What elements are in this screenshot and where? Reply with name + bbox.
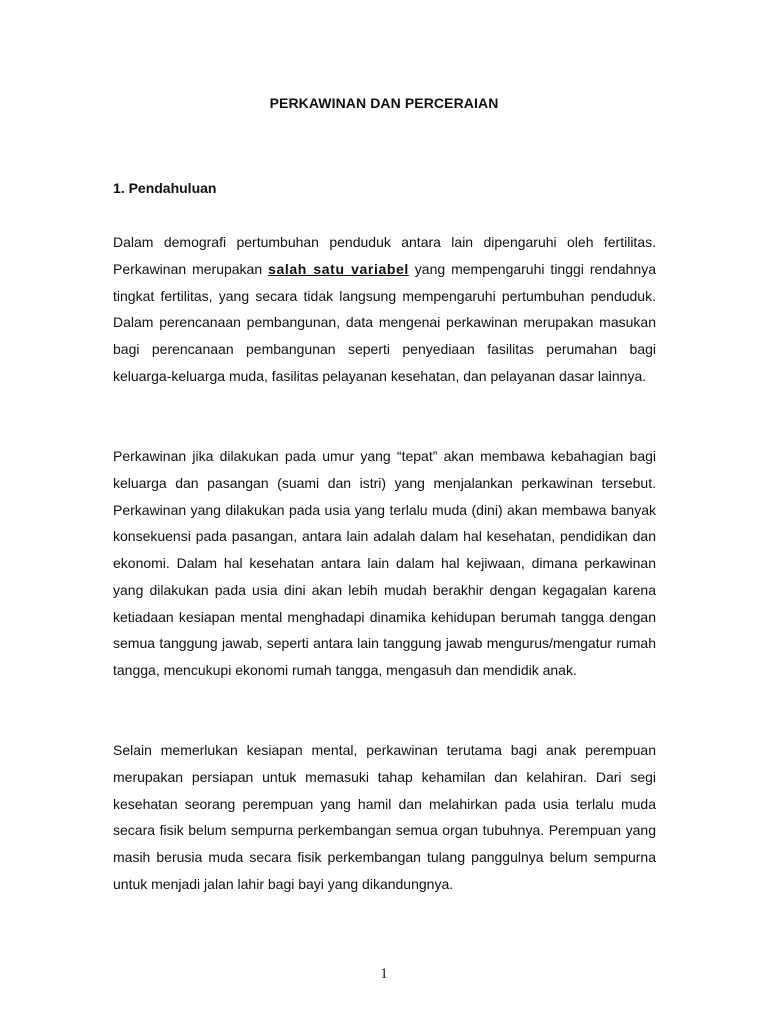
document-title: PERKAWINAN DAN PERCERAIAN xyxy=(269,95,499,111)
paragraph-1-text-end: yang mempengaruhi tinggi rendahnya tingkat fertilitas, yang secara tidak langsung mempengaruhi pertumbuhan penduduk. Dalam perencanaan pembangunan, data mengenai perkawinan merupakan masukan bagi perencanaan pembangunan seperti penyediaan fasilitas perumahan bagi keluarga-keluarga muda, fasilitas pelayanan kesehatan, dan pelayanan dasar lainnya. xyxy=(113,260,656,384)
paragraph-1-text-start: Dalam demografi pertumbuhan penduduk antara lain dipengaruhi oleh fertilitas. Perkawinan merupakan xyxy=(113,234,656,277)
paragraph-3: Selain memerlukan kesiapan mental, perkawinan terutama bagi anak perempuan merupakan persiapan untuk memasuki tahap kehamilan dan kelahiran. Dari segi kesehatan seorang perempuan yang hamil dan melahirkan pada usia terlalu muda secara fisik belum sempurna perkembangan semua organ tubuhnya. Perempuan yang masih berusia muda secara fisik perkembangan tulang panggulnya belum sempurna untuk menjadi jalan lahir bagi bayi yang dikandungnya. xyxy=(113,742,656,892)
section-heading: 1. Pendahuluan xyxy=(113,180,217,196)
paragraph-2: Perkawinan jika dilakukan pada umur yang “tepat” akan membawa kebahagian bagi keluarga dan pasangan (suami dan istri) yang menjalankan perkawinan tersebut. Perkawinan yang dilakukan pada usia yang terlalu muda (dini) akan membawa banyak konsekuensi pada pasangan, antara lain adalah dalam hal kesehatan, pendidikan dan ekonomi. Dalam hal kesehatan antara lain dalam hal kejiwaan, dimana perkawinan yang dilakukan pada usia dini akan lebih mudah berakhir dengan kegagalan karena ketiadaan kesiapan mental menghadapi dinamika kehidupan berumah tangga dengan semua tanggung jawab, seperti antara lain tanggung jawab mengurus/mengatur rumah tangga, mencukupi ekonomi rumah tangga, mengasuh dan mendidik anak. xyxy=(113,448,656,678)
page-number: 1 xyxy=(380,966,388,982)
paragraph-1-emphasis: salah satu variabel xyxy=(268,260,409,277)
paragraph-1 xyxy=(113,229,656,390)
